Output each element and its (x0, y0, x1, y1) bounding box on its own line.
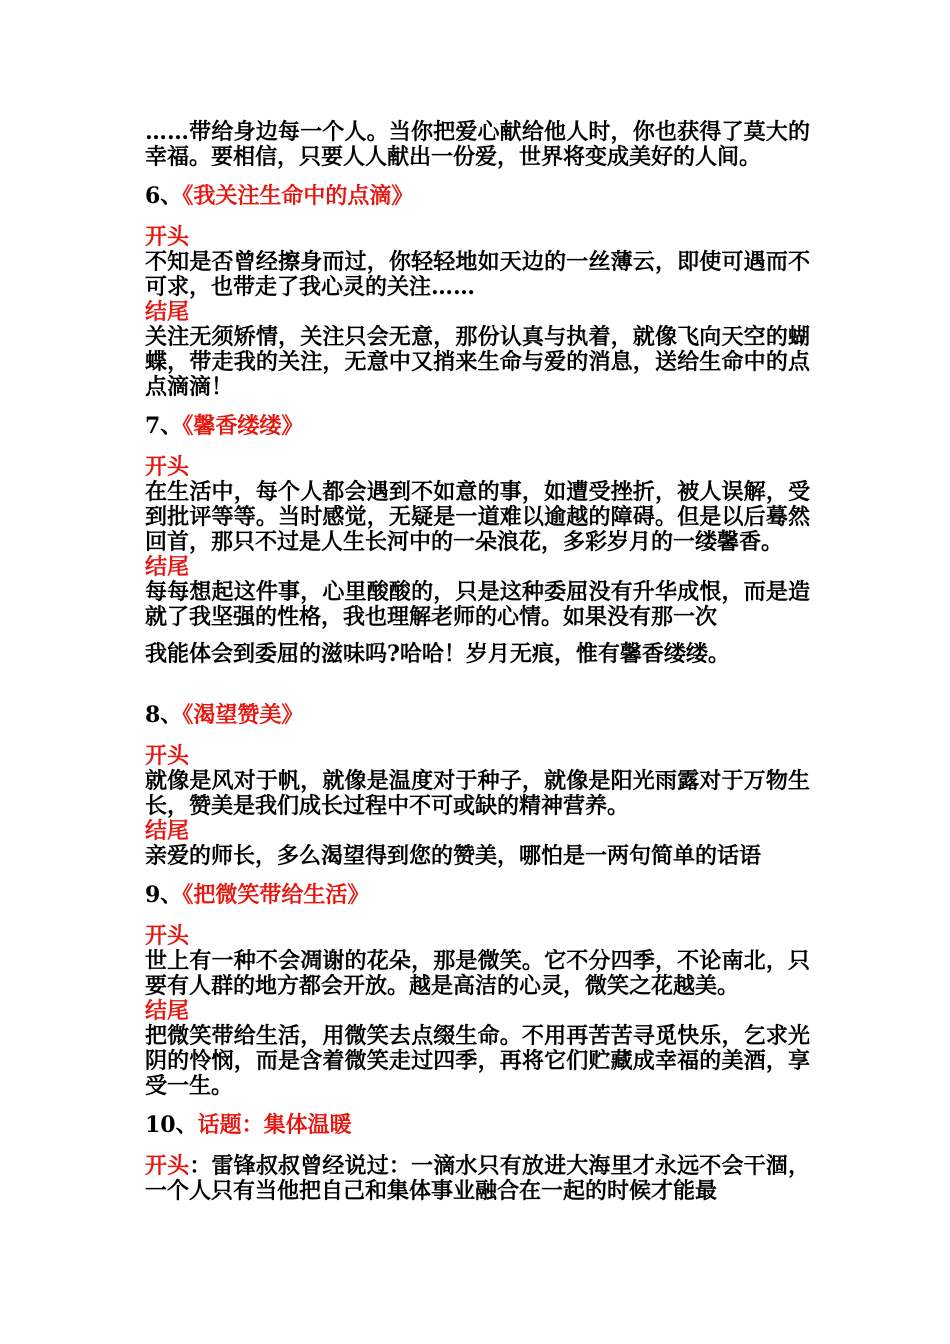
ending-text-continued: 我能体会到委屈的滋味吗?哈哈！岁月无痕，惟有馨香缕缕。 (145, 641, 730, 667)
ending-text: 每每想起这件事，心里酸酸的，只是这种委屈没有升华成恨，而是造就了我坚强的性格，我也理解老师的心情。如果没有那一次 (145, 579, 810, 630)
opening-label: 开头 (145, 224, 190, 250)
ending-text: 关注无须矫情，关注只会无意，那份认真与执着，就像飞向天空的蝴蝶，带走我的关注，无意中又捎来生命与爱的消息，送给生命中的点点滴滴！ (145, 324, 810, 400)
ending-text: 亲爱的师长，多么渴望得到您的赞美，哪怕是一两句简单的话语 (145, 843, 762, 869)
section-number: 8、 (145, 702, 183, 728)
section-number: 6、 (145, 183, 183, 209)
section-title: 《把微笑带给生活》 (182, 882, 370, 908)
section-heading-10 (145, 1113, 810, 1138)
opening-text: ：雷锋叔叔曾经说过：一滴水只有放进大海里才永远不会干涸，一个人只有当他把自己和集体事业融合在一起的时候才能最 (145, 1153, 810, 1204)
blank-line (145, 667, 810, 689)
section-title: 《渴望赞美》 (182, 702, 304, 728)
ending-text: 把微笑带给生活，用微笑去点缀生命。不用再苦苦寻觅快乐，乞求光阴的怜悯，而是含着微笑走过四季，再将它们贮藏成幸福的美酒，享受一生。 (145, 1023, 810, 1099)
section-title: 《馨香缕缕》 (182, 413, 304, 439)
opening-text: 就像是风对于帆，就像是温度对于种子，就像是阳光雨露对于万物生长，赞美是我们成长过程中不可或缺的精神营养。 (145, 768, 810, 819)
ending-label: 结尾 (145, 998, 190, 1024)
ending-label: 结尾 (145, 554, 190, 580)
section-title: 话题：集体温暖 (197, 1112, 352, 1138)
opening-text: 不知是否曾经擦身而过，你轻轻地如天边的一丝薄云，即使可遇而不可求，也带走了我心灵的关注…… (145, 249, 810, 300)
intro-paragraph: ……带给身边每一个人。当你把爱心献给他人时，你也获得了莫大的幸福。要相信，只要人人献出一份爱，世界将变成美好的人间。 (145, 119, 810, 170)
section-heading-6 (145, 184, 810, 209)
ending-label: 结尾 (145, 818, 190, 844)
section-title: 《我关注生命中的点滴》 (182, 183, 414, 209)
section-number: 9、 (145, 882, 183, 908)
section-number: 7、 (145, 413, 183, 439)
opening-paragraph (145, 1154, 810, 1204)
opening-label: 开头 (145, 454, 190, 480)
opening-label: 开头 (145, 923, 190, 949)
section-number: 10、 (145, 1112, 198, 1138)
opening-label: 开头 (145, 1153, 190, 1179)
section-heading-7 (145, 414, 810, 439)
section-heading-8 (145, 703, 810, 728)
opening-label: 开头 (145, 743, 190, 769)
opening-text: 在生活中，每个人都会遇到不如意的事，如遭受挫折，被人误解，受到批评等等。当时感觉，无疑是一道难以逾越的障碍。但是以后蓦然回首，那只不过是人生长河中的一朵浪花，多彩岁月的一缕馨香。 (145, 479, 810, 555)
section-heading-9 (145, 883, 810, 908)
document-page (145, 120, 810, 1204)
ending-label: 结尾 (145, 299, 190, 325)
opening-text: 世上有一种不会凋谢的花朵，那是微笑。它不分四季，不论南北，只要有人群的地方都会开放。越是高洁的心灵，微笑之花越美。 (145, 948, 810, 999)
